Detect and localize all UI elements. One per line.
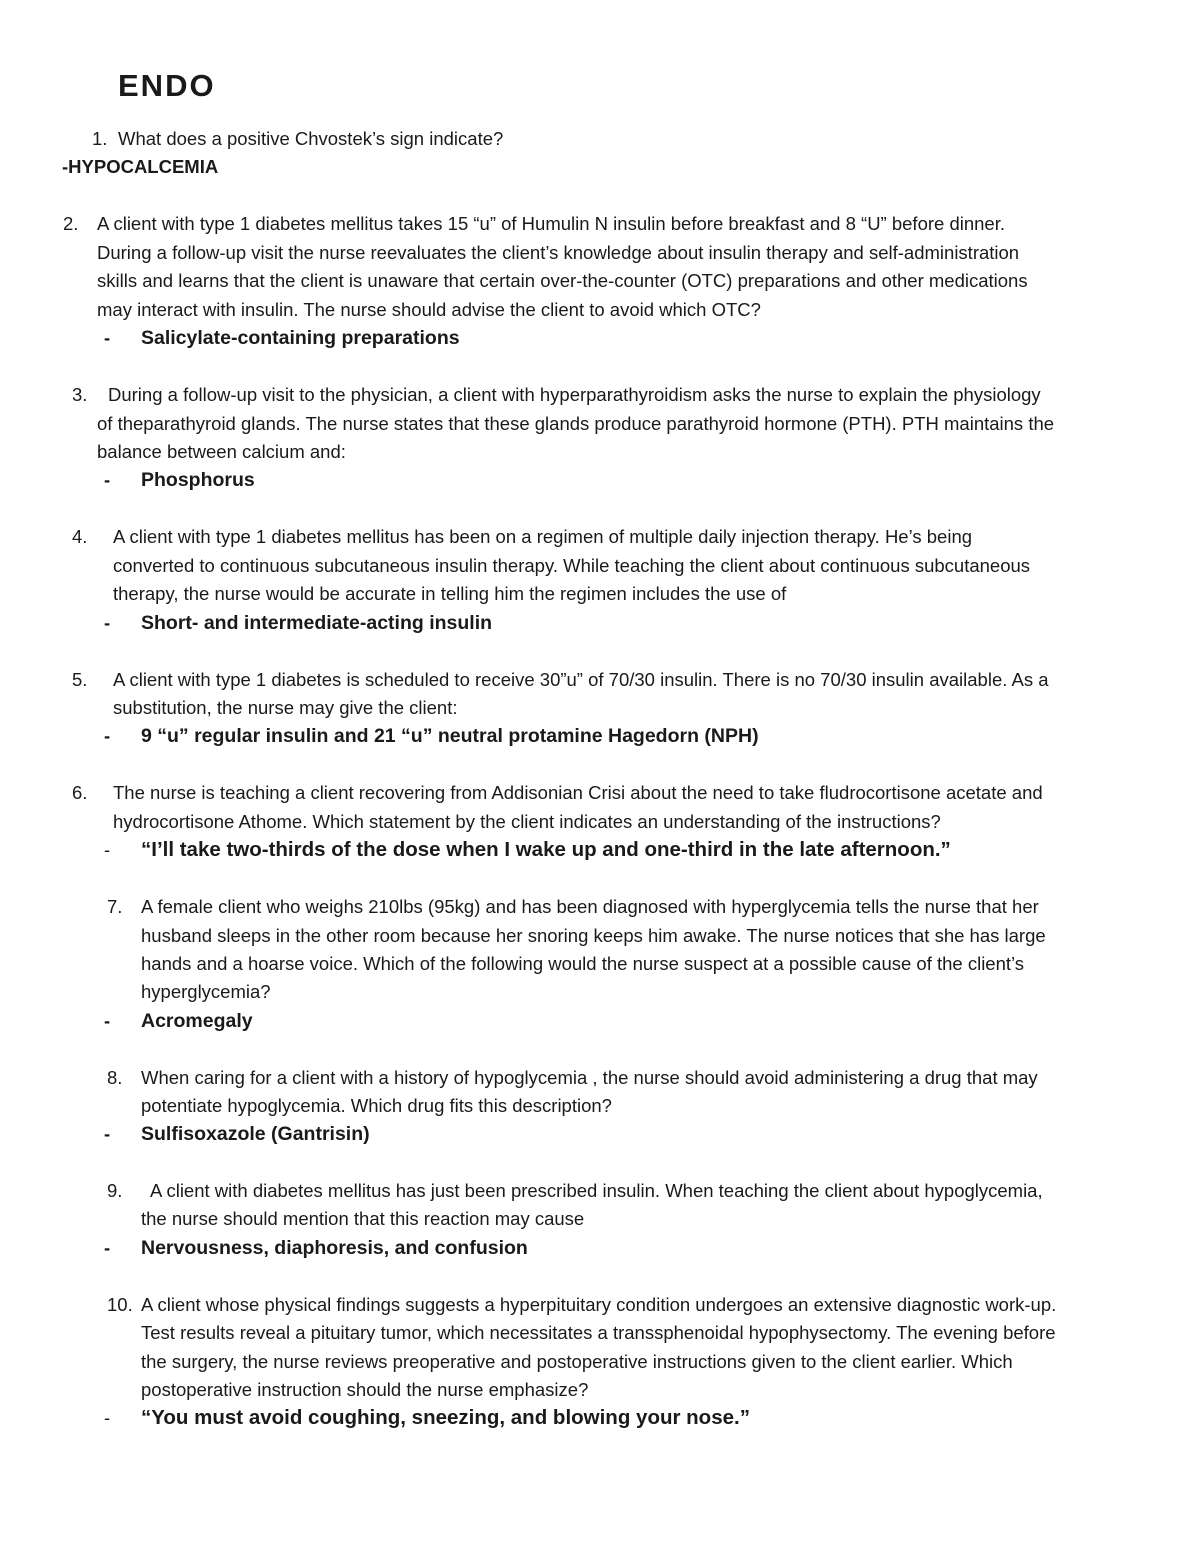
question-5-line-1: A client with type 1 diabetes is scheduled to receive 30”u” of 70/30 insulin. There is no 70/30 insulin available. As a — [113, 669, 1049, 690]
question-2-line-3: skills and learns that the client is unaware that certain over-the-counter (OTC) preparations and other medications — [97, 270, 1028, 291]
question-1-text: What does a positive Chvostek’s sign indicate? — [118, 128, 504, 149]
question-2-line-4: may interact with insulin. The nurse should advise the client to avoid which OTC? — [97, 299, 761, 320]
question-3-line-2: of theparathyroid glands. The nurse states that these glands produce parathyroid hormone (PTH). PTH maintains the — [97, 413, 1055, 434]
question-7-answer: Acromegaly — [141, 1010, 253, 1032]
question-10-line-1: A client whose physical findings suggests a hyperpituitary condition undergoes an extensive diagnostic work-up. — [141, 1294, 1057, 1315]
question-7-line-4: hyperglycemia? — [141, 981, 271, 1002]
question-4-number: 4. — [72, 526, 88, 547]
question-4-line-3: therapy, the nurse would be accurate in telling him the regimen includes the use of — [113, 583, 787, 604]
question-5-bullet: - — [104, 725, 111, 746]
question-6-answer: “I’ll take two-thirds of the dose when I wake up and one-third in the late afternoon.” — [141, 838, 951, 861]
document-title: ENDO — [118, 68, 216, 103]
question-10-line-2: Test results reveal a pituitary tumor, which necessitates a transsphenoidal hypophysectomy. The evening before — [141, 1322, 1056, 1343]
question-5-line-2: substitution, the nurse may give the client: — [113, 697, 458, 718]
question-4-line-1: A client with type 1 diabetes mellitus has been on a regimen of multiple daily injection therapy. He’s being — [113, 526, 973, 547]
question-5-number: 5. — [72, 669, 88, 690]
question-3-bullet: - — [104, 469, 111, 490]
question-3-number: 3. — [72, 384, 88, 405]
question-10-answer: “You must avoid coughing, sneezing, and blowing your nose.” — [141, 1406, 750, 1429]
question-8-line-2: potentiate hypoglycemia. Which drug fits this description? — [141, 1095, 612, 1116]
question-3-line-3: balance between calcium and: — [97, 441, 346, 462]
question-5-answer: 9 “u” regular insulin and 21 “u” neutral protamine Hagedorn (NPH) — [141, 725, 759, 747]
question-9-line-1: A client with diabetes mellitus has just been prescribed insulin. When teaching the client about hypoglycemia, — [150, 1180, 1043, 1201]
question-9-bullet: - — [104, 1237, 111, 1258]
question-6-line-1: The nurse is teaching a client recovering from Addisonian Crisi about the need to take fludrocortisone acetate and — [113, 782, 1043, 803]
question-2-line-2: During a follow-up visit the nurse reevaluates the client’s knowledge about insulin therapy and self-administration — [97, 242, 1020, 263]
question-4-line-2: converted to continuous subcutaneous insulin therapy. While teaching the client about continuous subcutaneous — [113, 555, 1031, 576]
question-8-line-1: When caring for a client with a history of hypoglycemia , the nurse should avoid administering a drug that may — [141, 1067, 1038, 1088]
question-7-bullet: - — [104, 1010, 111, 1031]
question-6-line-2: hydrocortisone Athome. Which statement by the client indicates an understanding of the instructions? — [113, 811, 941, 832]
question-4-bullet: - — [104, 612, 111, 633]
question-2-number: 2. — [63, 213, 79, 234]
question-3-answer: Phosphorus — [141, 469, 255, 491]
question-1-number: 1. — [92, 128, 108, 149]
question-1-answer: -HYPOCALCEMIA — [62, 156, 219, 177]
question-6-bullet: - — [104, 839, 111, 860]
question-10-number: 10. — [107, 1294, 133, 1315]
question-10-line-3: the surgery, the nurse reviews preoperative and postoperative instructions given to the client earlier. Which — [141, 1351, 1013, 1372]
question-2-answer: Salicylate-containing preparations — [141, 327, 460, 349]
question-8-bullet: - — [104, 1123, 111, 1144]
question-2-bullet: - — [104, 327, 111, 348]
question-7-line-3: hands and a hoarse voice. Which of the following would the nurse suspect at a possible cause of the client’s — [141, 953, 1025, 974]
question-7-line-2: husband sleeps in the other room because her snoring keeps him awake. The nurse notices that she has large — [141, 925, 1046, 946]
question-2-line-1: A client with type 1 diabetes mellitus takes 15 “u” of Humulin N insulin before breakfast and 8 “U” before dinner. — [97, 213, 1005, 234]
question-10-bullet: - — [104, 1407, 111, 1428]
question-9-number: 9. — [107, 1180, 123, 1201]
question-3-line-1: During a follow-up visit to the physician, a client with hyperparathyroidism asks the nurse to explain the physiology — [108, 384, 1041, 405]
question-9-answer: Nervousness, diaphoresis, and confusion — [141, 1237, 528, 1259]
question-4-answer: Short- and intermediate-acting insulin — [141, 612, 493, 634]
question-6-number: 6. — [72, 782, 88, 803]
question-9-line-2: the nurse should mention that this reaction may cause — [141, 1208, 585, 1229]
question-10-line-4: postoperative instruction should the nurse emphasize? — [141, 1379, 589, 1400]
question-8-number: 8. — [107, 1067, 123, 1088]
question-7-number: 7. — [107, 896, 123, 917]
question-8-answer: Sulfisoxazole (Gantrisin) — [141, 1123, 370, 1145]
question-7-line-1: A female client who weighs 210lbs (95kg) and has been diagnosed with hyperglycemia tells the nurse that her — [141, 896, 1039, 917]
